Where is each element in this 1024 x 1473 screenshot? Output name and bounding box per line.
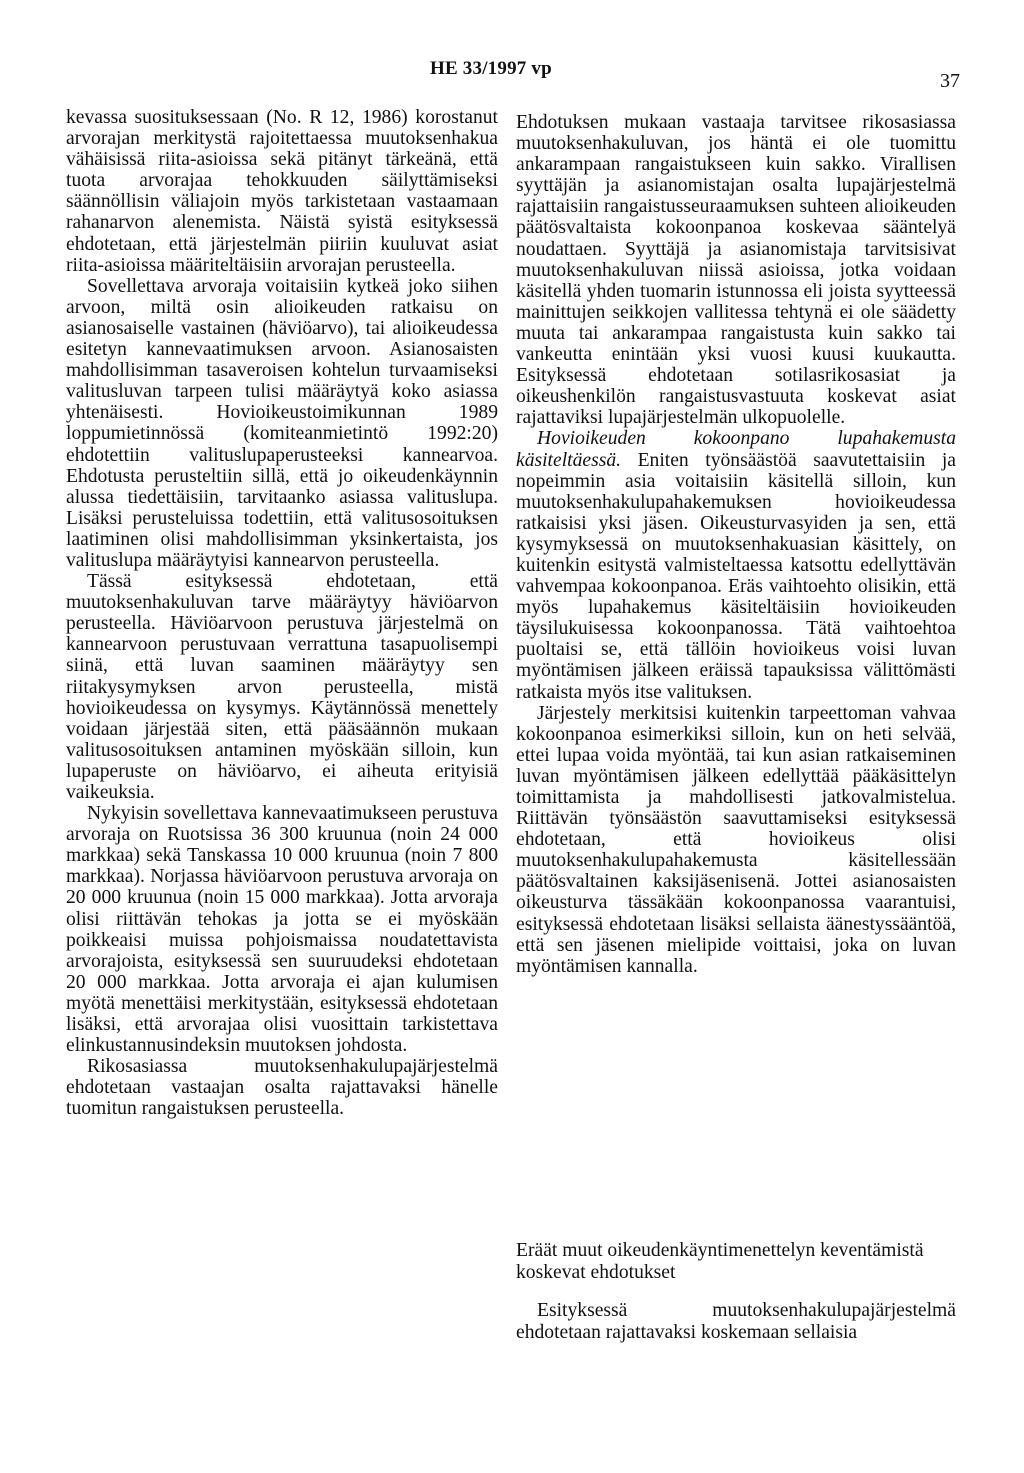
paragraph: Ehdotuksen mukaan vastaaja tarvitsee rikosasiassa muutoksenhakuluvan, jos häntä ei ole tuomittu ankarampaan rangaistukseen kuin sakko. Virallisen syyttäjän ja asianomistajan osalta lupajärjestelmä rajattaisiin rangaistusseuraamuksen suhteen alioikeuden päätösvaltaista kokoonpanoa koskevaa sääntelyä noudattaen. Syyttäjä ja asianomistaja tarvitsisivat muutoksenhakuluvan niissä asioissa, jotka voidaan käsitellä yhden tuomarin istunnossa eli joista syytteessä mainittujen seikkojen vallitessa tehtynä ei ole säädetty muuta tai ankarampaa rangaistusta kuin sakko tai vankeutta enintään yksi vuosi kuusi kuukautta. Esityksessä ehdotetaan sotilasrikosasiat ja oikeushenkilön rangaistusvastuuta koskevat asiat rajattaviksi lupajärjestelmän ulkopuolelle. [516, 112, 956, 429]
page-number: 37 [940, 70, 960, 92]
section-body [516, 1300, 956, 1343]
paragraph-run-in-heading: Hovioikeuden kokoonpano lupahakemusta käsiteltäessä. [516, 428, 956, 471]
paragraph: Sovellettava arvoraja voitaisiin kytkeä joko siihen arvoon, miltä osin alioikeuden ratkaisu on asianosaiselle vastainen (häviöarvo), tai alioikeudessa esitetyn kannevaatimuksen arvoon. Asianosaisten mahdollisimman tasaveroisen kohtelun turvaamiseksi valitusluvan tarpeen tulisi määräytyä koko asiassa yhtenäisesti. Hovioikeustoimikunnan 1989 loppumietinnössä (komiteanmietintö 1992:20) ehdotettiin valituslupaperusteeksi kannearvoa. Ehdotusta perusteltiin sillä, että jo oikeudenkäynnin alussa tiedettäisiin, tarvitaanko asiassa valituslupa. Lisäksi perusteluissa todettiin, että valitusosoituksen laatiminen olisi mahdollisimman yksinkertaista, jos valituslupa määräytyisi kannearvon perusteella. [66, 275, 498, 571]
paragraph: Järjestely merkitsisi kuitenkin tarpeettoman vahvaa kokoonpanoa esimerkiksi silloin, kun on heti selvää, ettei lupaa voida myöntää, tai kun asian ratkaiseminen luvan myöntämisen jälkeen edellyttää pääkäsittelyn toimittamista ja mahdollisesti jatkovalmistelua. Riittävän työnsäästön saavuttamiseksi esityksessä ehdotetaan, että hovioikeus olisi muutoksenhakulupahakemusta käsitellessään päätösvaltainen kaksijäsenisenä. Jottei asianosaisten oikeusturva tässäkään kokoonpanossa vaarantuisi, esityksessä ehdotetaan lisäksi sellaista äänestyssääntöä, että sen jäsenen mielipide voittaisi, joka on luvan myöntämisen kannalla. [516, 702, 956, 977]
page-header [0, 58, 1024, 98]
right-column [516, 112, 956, 977]
paragraph-text: Eniten työnsäästöä saavutettaisiin ja nopeimmin asia voitaisiin käsitellä silloin, kun muutoksenhakulupahakemuksen hovioikeudessa ratkaisisi yksi jäsen. Oikeusturvasyiden ja sen, että kysymyksessä on muutoksenhakuasian käsittely, on kuitenkin esitystä valmisteltaessa katsottu edellyttävän vahvempaa kokoonpanoa. Eräs vaihtoehto olisikin, että myös lupahakemus käsiteltäisiin hovioikeuden täysilukuisessa kokoonpanossa. Tätä vaihtoehtoa puoltaisi se, että tällöin hovioikeus voisi luvan myöntämisen jälkeen eräissä tapauksissa välittömästi ratkaista myös itse valituksen. [516, 449, 956, 703]
paragraph: Rikosasiassa muutoksenhakulupajärjestelmä ehdotetaan vastaajan osalta rajattavaksi hänelle tuomitun rangaistuksen perusteella. [66, 1056, 498, 1120]
paragraph: kevassa suosituksessaan (No. R 12, 1986) korostanut arvorajan merkitystä rajoitettaessa muutoksenhakua vähäisissä riita-asioissa sekä pitänyt tärkeänä, että tuota arvorajaa tehokkuuden säilyttämiseksi säännöllisin väliajoin myös tarkistetaan vastaamaan rahanarvon alenemista. Näistä syistä esityksessä ehdotetaan, että järjestelmän piiriin kuuluvat asiat riita-asioissa määriteltäisiin arvorajan perusteella. [66, 107, 498, 276]
paragraph: Esityksessä muutoksenhakulupajärjestelmä ehdotetaan rajattavaksi koskemaan sellaisia [516, 1300, 956, 1343]
paragraph: Nykyisin sovellettava kannevaatimukseen perustuva arvoraja on Ruotsissa 36 300 kruunua (noin 24 000 markkaa) sekä Tanskassa 10 000 kruunua (noin 7 800 markkaa). Norjassa häviöarvoon perustuva arvoraja on 20 000 kruunua (noin 15 000 markkaa). Jotta arvoraja olisi riittävän tehokas ja jotta se ei myöskään poikkeaisi muissa pohjoismaissa noudatettavista arvorajoista, esityksessä sen suuruudeksi ehdotetaan 20 000 markkaa. Jotta arvoraja ei ajan kulumisen myötä menettäisi merkitystään, esityksessä ehdotetaan lisäksi, että arvorajaa olisi vuosittain tarkistettava elinkustannusindeksin muutoksen johdosta. [66, 803, 498, 1057]
paragraph [516, 428, 956, 702]
section-heading: Eräät muut oikeudenkäyntimenettelyn keventämistä koskevat ehdotukset [516, 1240, 924, 1283]
paragraph: Tässä esityksessä ehdotetaan, että muutoksenhakuluvan tarve määräytyy häviöarvon perusteella. Häviöarvoon perustuva järjestelmä on kannearvoon perustuvaan verrattuna tasapuolisempi siinä, että luvan saaminen määräytyy sen riitakysymyksen arvon perusteella, mistä hovioikeudessa on kysymys. Käytännössä menettely voidaan järjestää siten, että pääsäännön mukaan valitusosoituksen antaminen myöskään silloin, kun lupaperuste on häviöarvo, ei aiheuta erityisiä vaikeuksia. [66, 571, 498, 803]
document-id: HE 33/1997 vp [430, 58, 552, 79]
left-column [66, 107, 498, 1120]
